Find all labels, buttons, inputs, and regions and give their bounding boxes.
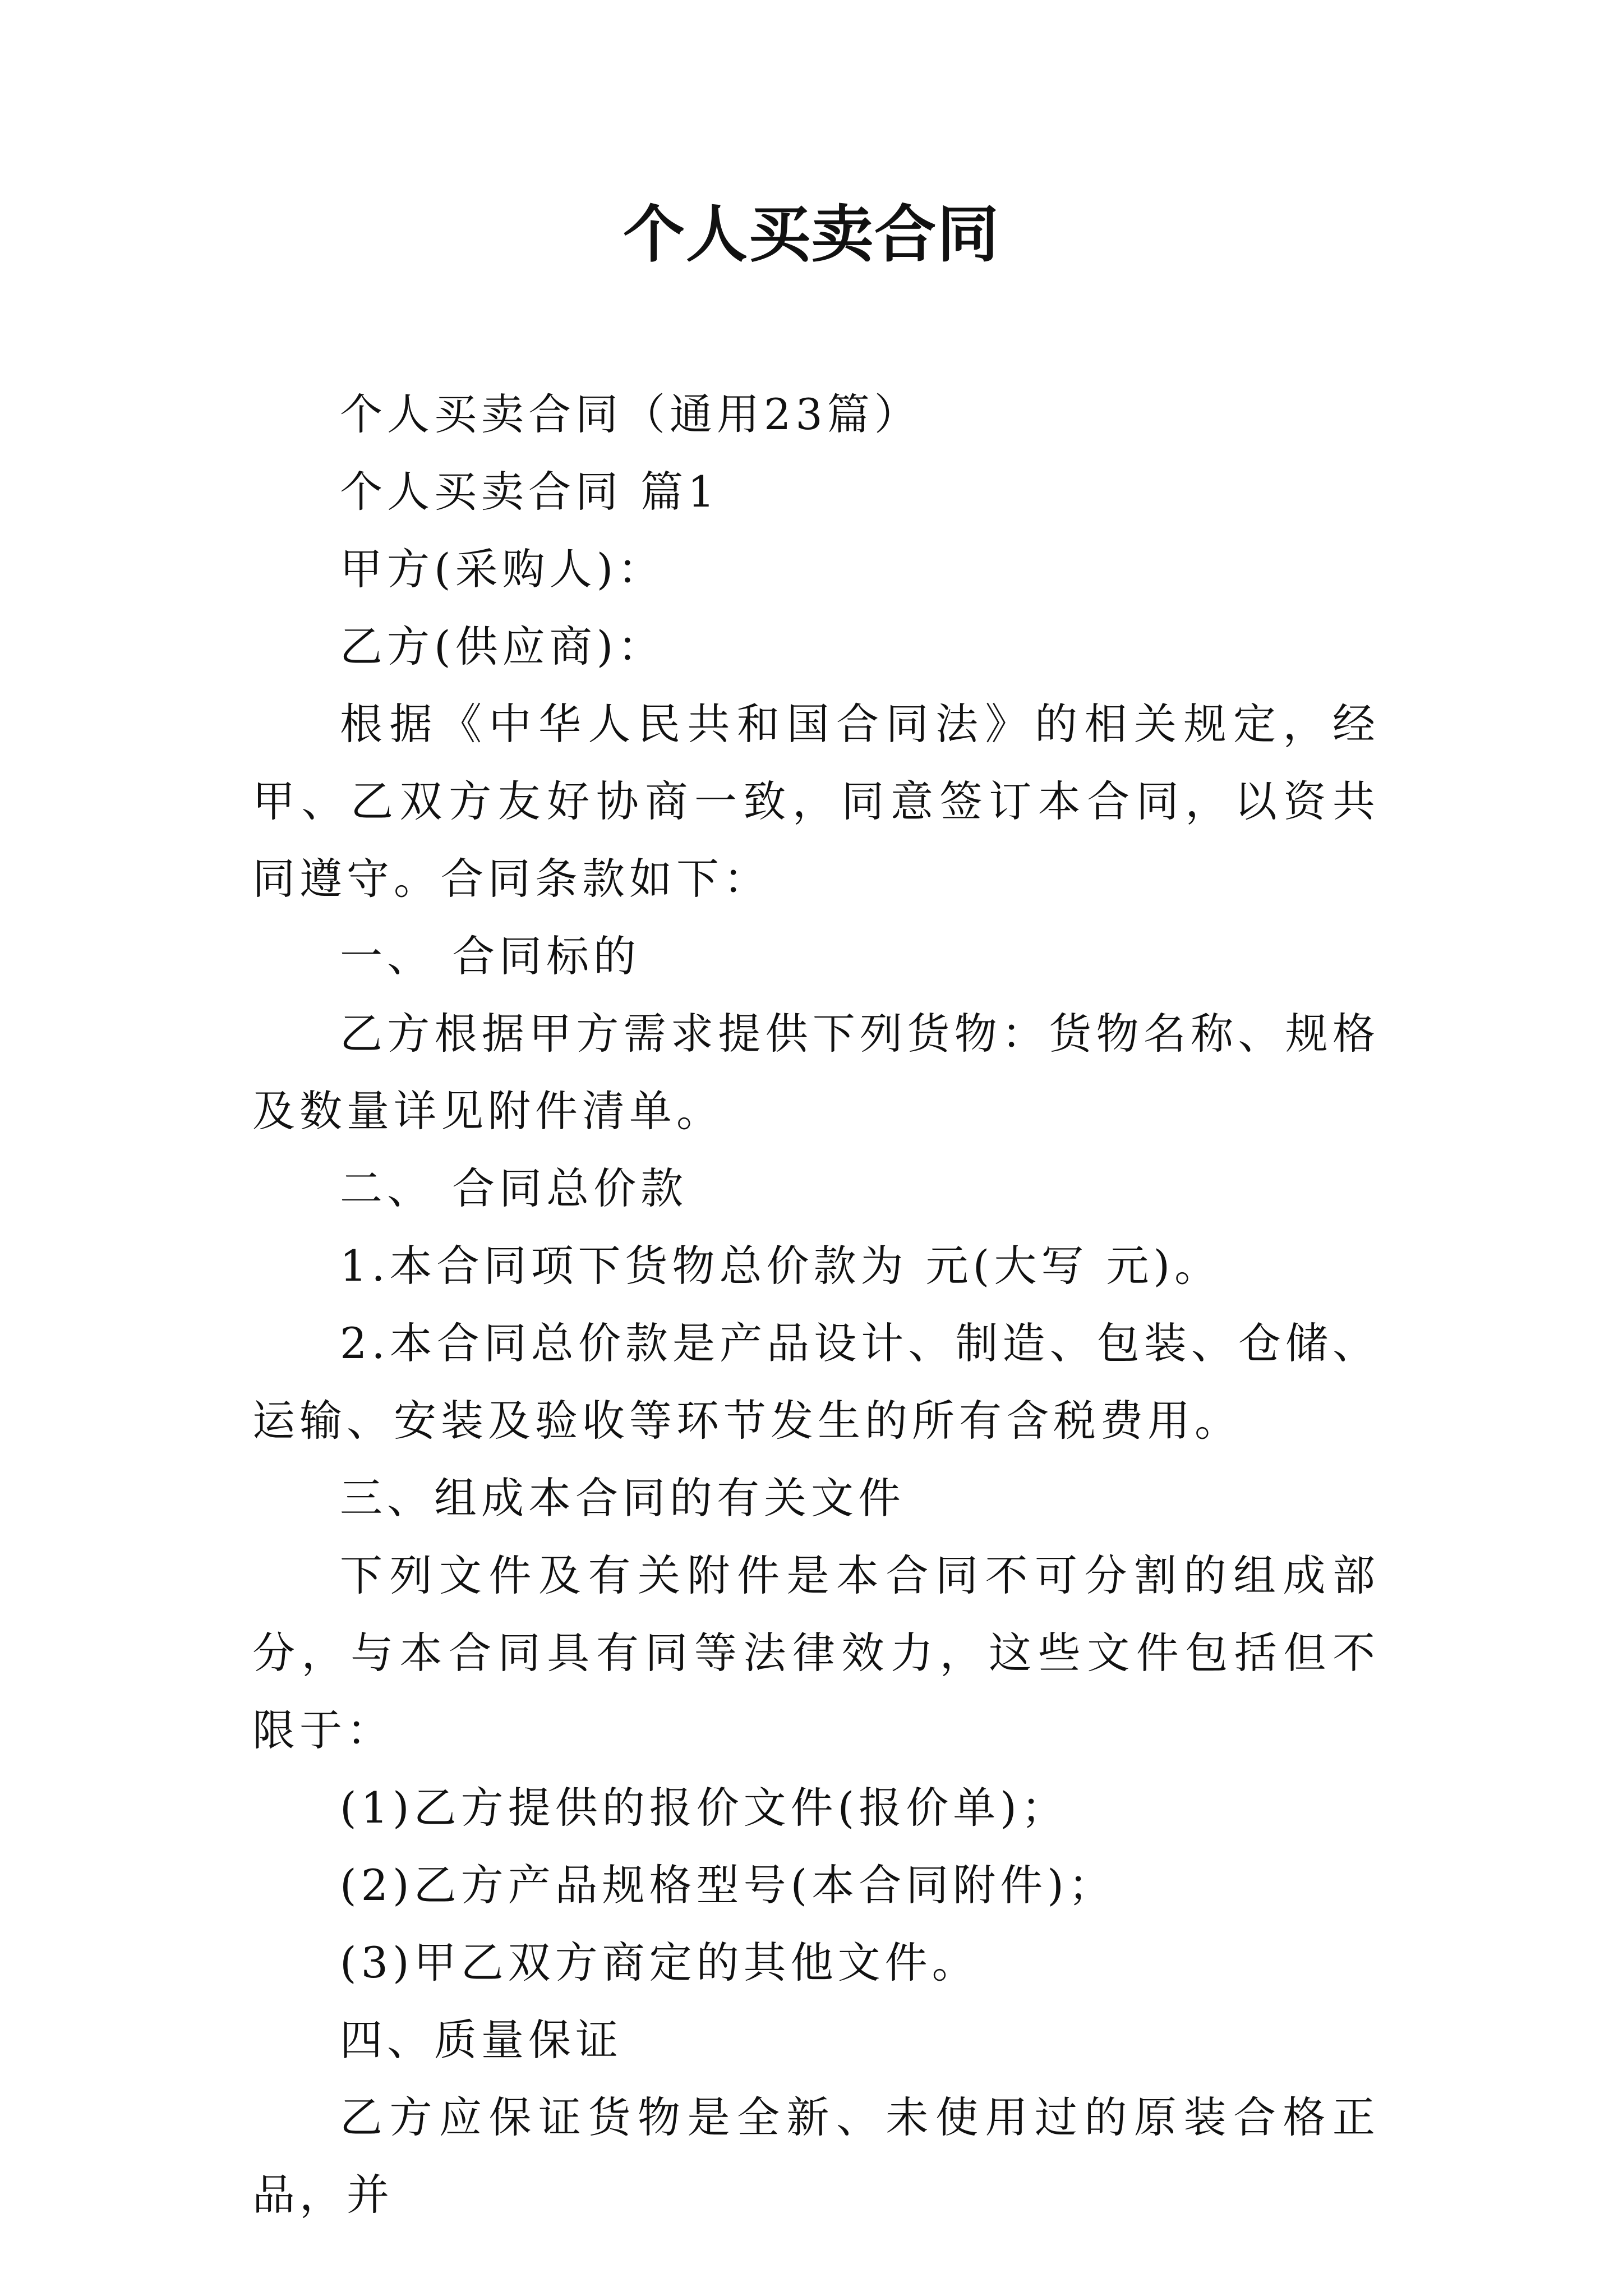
paragraph-heading-4: 四、质量保证 — [340, 2015, 623, 2065]
paragraph-heading-2: 二、 合同总价款 — [340, 1163, 688, 1213]
paragraph-party-b: 乙方(供应商)： — [340, 622, 665, 671]
paragraph-text: 2.本合同总价款是产品设计、制造、包装、仓储、运输、安装及验收等环节发生的所有含税费用。 — [252, 1318, 1380, 1446]
paragraph-section-heading: 个人买卖合同 篇1 — [340, 467, 720, 517]
paragraph-text: 1.本合同项下货物总价款为 元(大写 元)。 — [340, 1241, 1222, 1291]
paragraph-list-item: (3)甲乙双方商定的其他文件。 — [340, 1938, 979, 1987]
paragraph-preamble: 根据《中华人民共和国合同法》的相关规定，经甲、乙双方友好协商一致，同意签订本合同，以资共同遵守。合同条款如下： — [252, 699, 1380, 904]
paragraph-text: 乙方应保证货物是全新、未使用过的原装合格正品，并 — [252, 2092, 1380, 2220]
paragraph-text: 乙方根据甲方需求提供下列货物：货物名称、规格及数量详见附件清单。 — [252, 1009, 1380, 1136]
paragraph-heading-1: 一、 合同标的 — [340, 931, 641, 981]
paragraph-heading-3: 三、组成本合同的有关文件 — [340, 1473, 905, 1523]
paragraph-party-a: 甲方(采购人)： — [340, 544, 665, 594]
document-body — [252, 376, 1380, 2234]
paragraph-list-item: (2)乙方产品规格型号(本合同附件)； — [340, 1860, 1115, 1910]
paragraph-list-item: (1)乙方提供的报价文件(报价单)； — [340, 1783, 1068, 1833]
paragraph-text: 下列文件及有关附件是本合同不可分割的组成部分，与本合同具有同等法律效力，这些文件包括但不限于： — [252, 1550, 1380, 1755]
document-title: 个人买卖合同 — [623, 198, 1000, 270]
paragraph-subtitle: 个人买卖合同（通用23篇） — [340, 389, 921, 439]
